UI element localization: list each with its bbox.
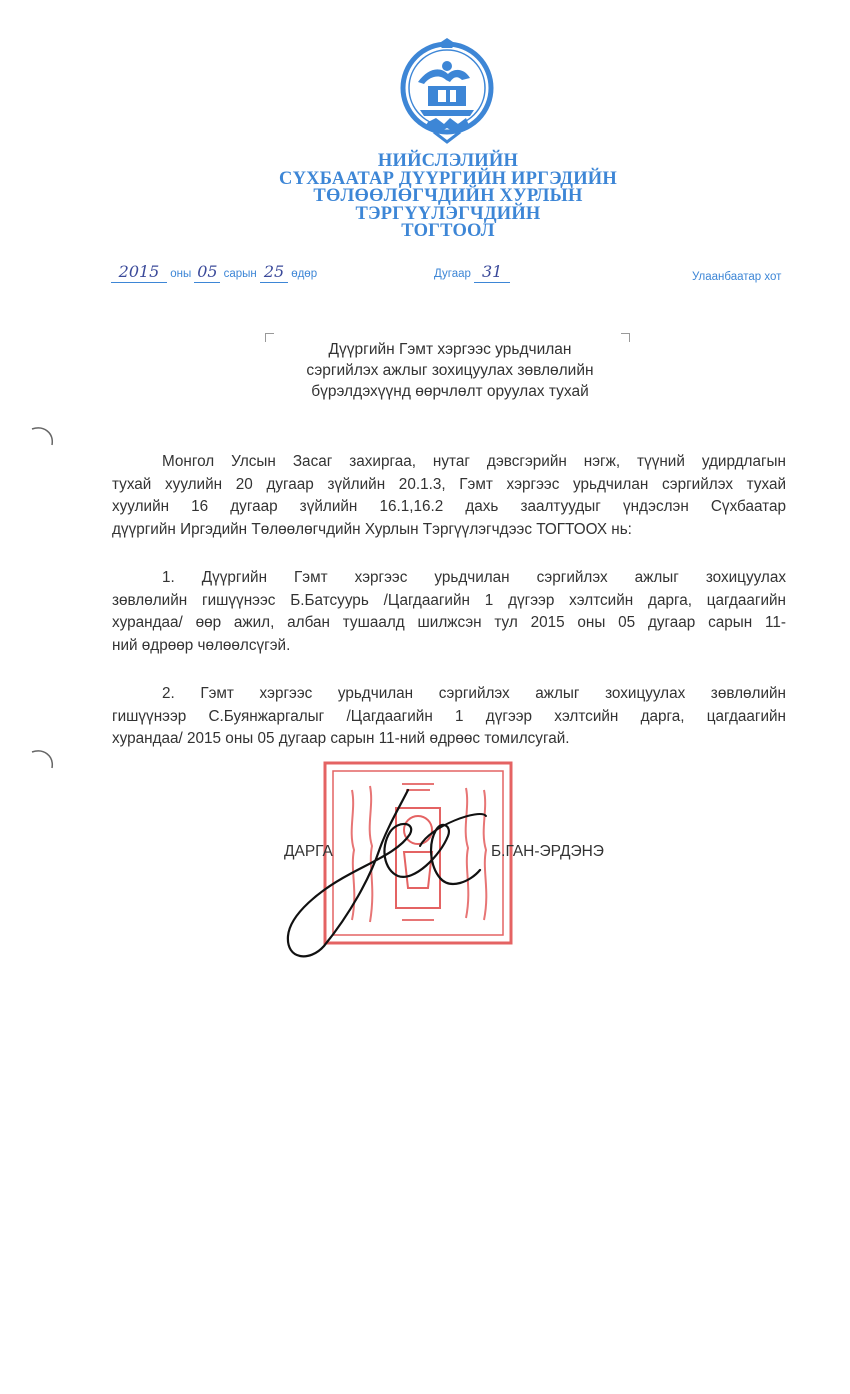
paragraph-line: хуулийн 16 дугаар зүйлийн 16.1,16.2 дахь заалтуудыг үндэслэн Сүхбаатар: [112, 498, 786, 515]
date-field: [111, 262, 317, 283]
city-label: Улаанбаатар хот: [692, 271, 782, 283]
date-year: 2015: [111, 262, 167, 283]
handwritten-signature: [280, 786, 500, 961]
signatory-title: ДАРГА: [284, 843, 333, 860]
resolution-item-2: [112, 683, 786, 751]
paragraph-line: гишүүнээр С.Буянжаргалыг /Цагдаагийн 1 дүгээр хэлтсийн дарга, цагдаагийн: [112, 707, 786, 725]
paragraph-line: Монгол Улсын Засаг захиргаа, нутаг дэвсгэрийн нэгж, түүний удирдлагын: [162, 453, 786, 470]
state-emblem: [398, 38, 496, 146]
date-month: 05: [194, 262, 220, 283]
date-day: 25: [260, 262, 288, 283]
paragraph-line: хурандаа/ өөр ажил, албан тушаалд шилжсэн тул 2015 оны 05 дугаар сарын 11-: [112, 614, 786, 631]
paragraph-line: 2. Гэмт хэргээс урьдчилан сэргийлэх ажлыг зохицуулах зөвлөлийн: [162, 685, 786, 702]
paragraph-line: тухай хуулийн 20 дугаар зүйлийн 20.1.3, Гэмт хэргээс урьдчилан сэргийлэх тухай: [112, 475, 786, 493]
punch-hole-mark: [30, 748, 56, 774]
document-subject: [250, 339, 650, 402]
subject-line: бүрэлдэхүүнд өөрчлөлт оруулах тухай: [311, 383, 589, 400]
preamble-paragraph: [112, 451, 786, 541]
number-field: [434, 262, 510, 283]
subject-line: сэргийлэх ажлыг зохицуулах зөвлөлийн: [306, 362, 594, 379]
header-line: ТӨЛӨӨЛӨГЧДИЙН ХУРЛЫН: [313, 186, 583, 207]
number-label: Дугаар: [434, 268, 471, 280]
paragraph-line: хурандаа/ 2015 оны 05 дугаар сарын 11-ний өдрөөс томилсугай.: [112, 730, 570, 747]
signatory-name: Б.ГАН-ЭРДЭНЭ: [491, 843, 604, 860]
resolution-item-1: [112, 567, 786, 657]
paragraph-line: ний өдрөөр чөлөөлсүгэй.: [112, 636, 291, 654]
date-month-label: сарын: [223, 268, 257, 280]
document-header: [200, 153, 696, 241]
header-line: НИЙСЛЭЛИЙН: [377, 151, 519, 171]
header-line: ТЭРГҮҮЛЭГЧДИЙН: [355, 203, 541, 224]
subject-line: Дүүргийн Гэмт хэргээс урьдчилан: [328, 341, 572, 358]
punch-hole-mark: [30, 425, 56, 451]
number-value: 31: [474, 262, 510, 283]
header-line: ТОГТООЛ: [401, 221, 495, 242]
paragraph-line: дүүргийн Иргэдийн Төлөөлөгчдийн Хурлын Тэргүүлэгчдээс ТОГТООХ нь:: [112, 520, 632, 538]
paragraph-line: 1. Дүүргийн Гэмт хэргээс урьдчилан сэргийлэх ажлыг зохицуулах: [162, 569, 786, 586]
paragraph-line: зөвлөлийн гишүүнээс Б.Батсуурь /Цагдаагийн 1 дүгээр хэлтсийн дарга, цагдаагийн: [112, 591, 786, 609]
date-day-label: өдөр: [291, 268, 318, 280]
header-line: СҮХБААТАР ДҮҮРГИЙН ИРГЭДИЙН: [279, 168, 617, 189]
date-year-label: оны: [170, 268, 192, 280]
